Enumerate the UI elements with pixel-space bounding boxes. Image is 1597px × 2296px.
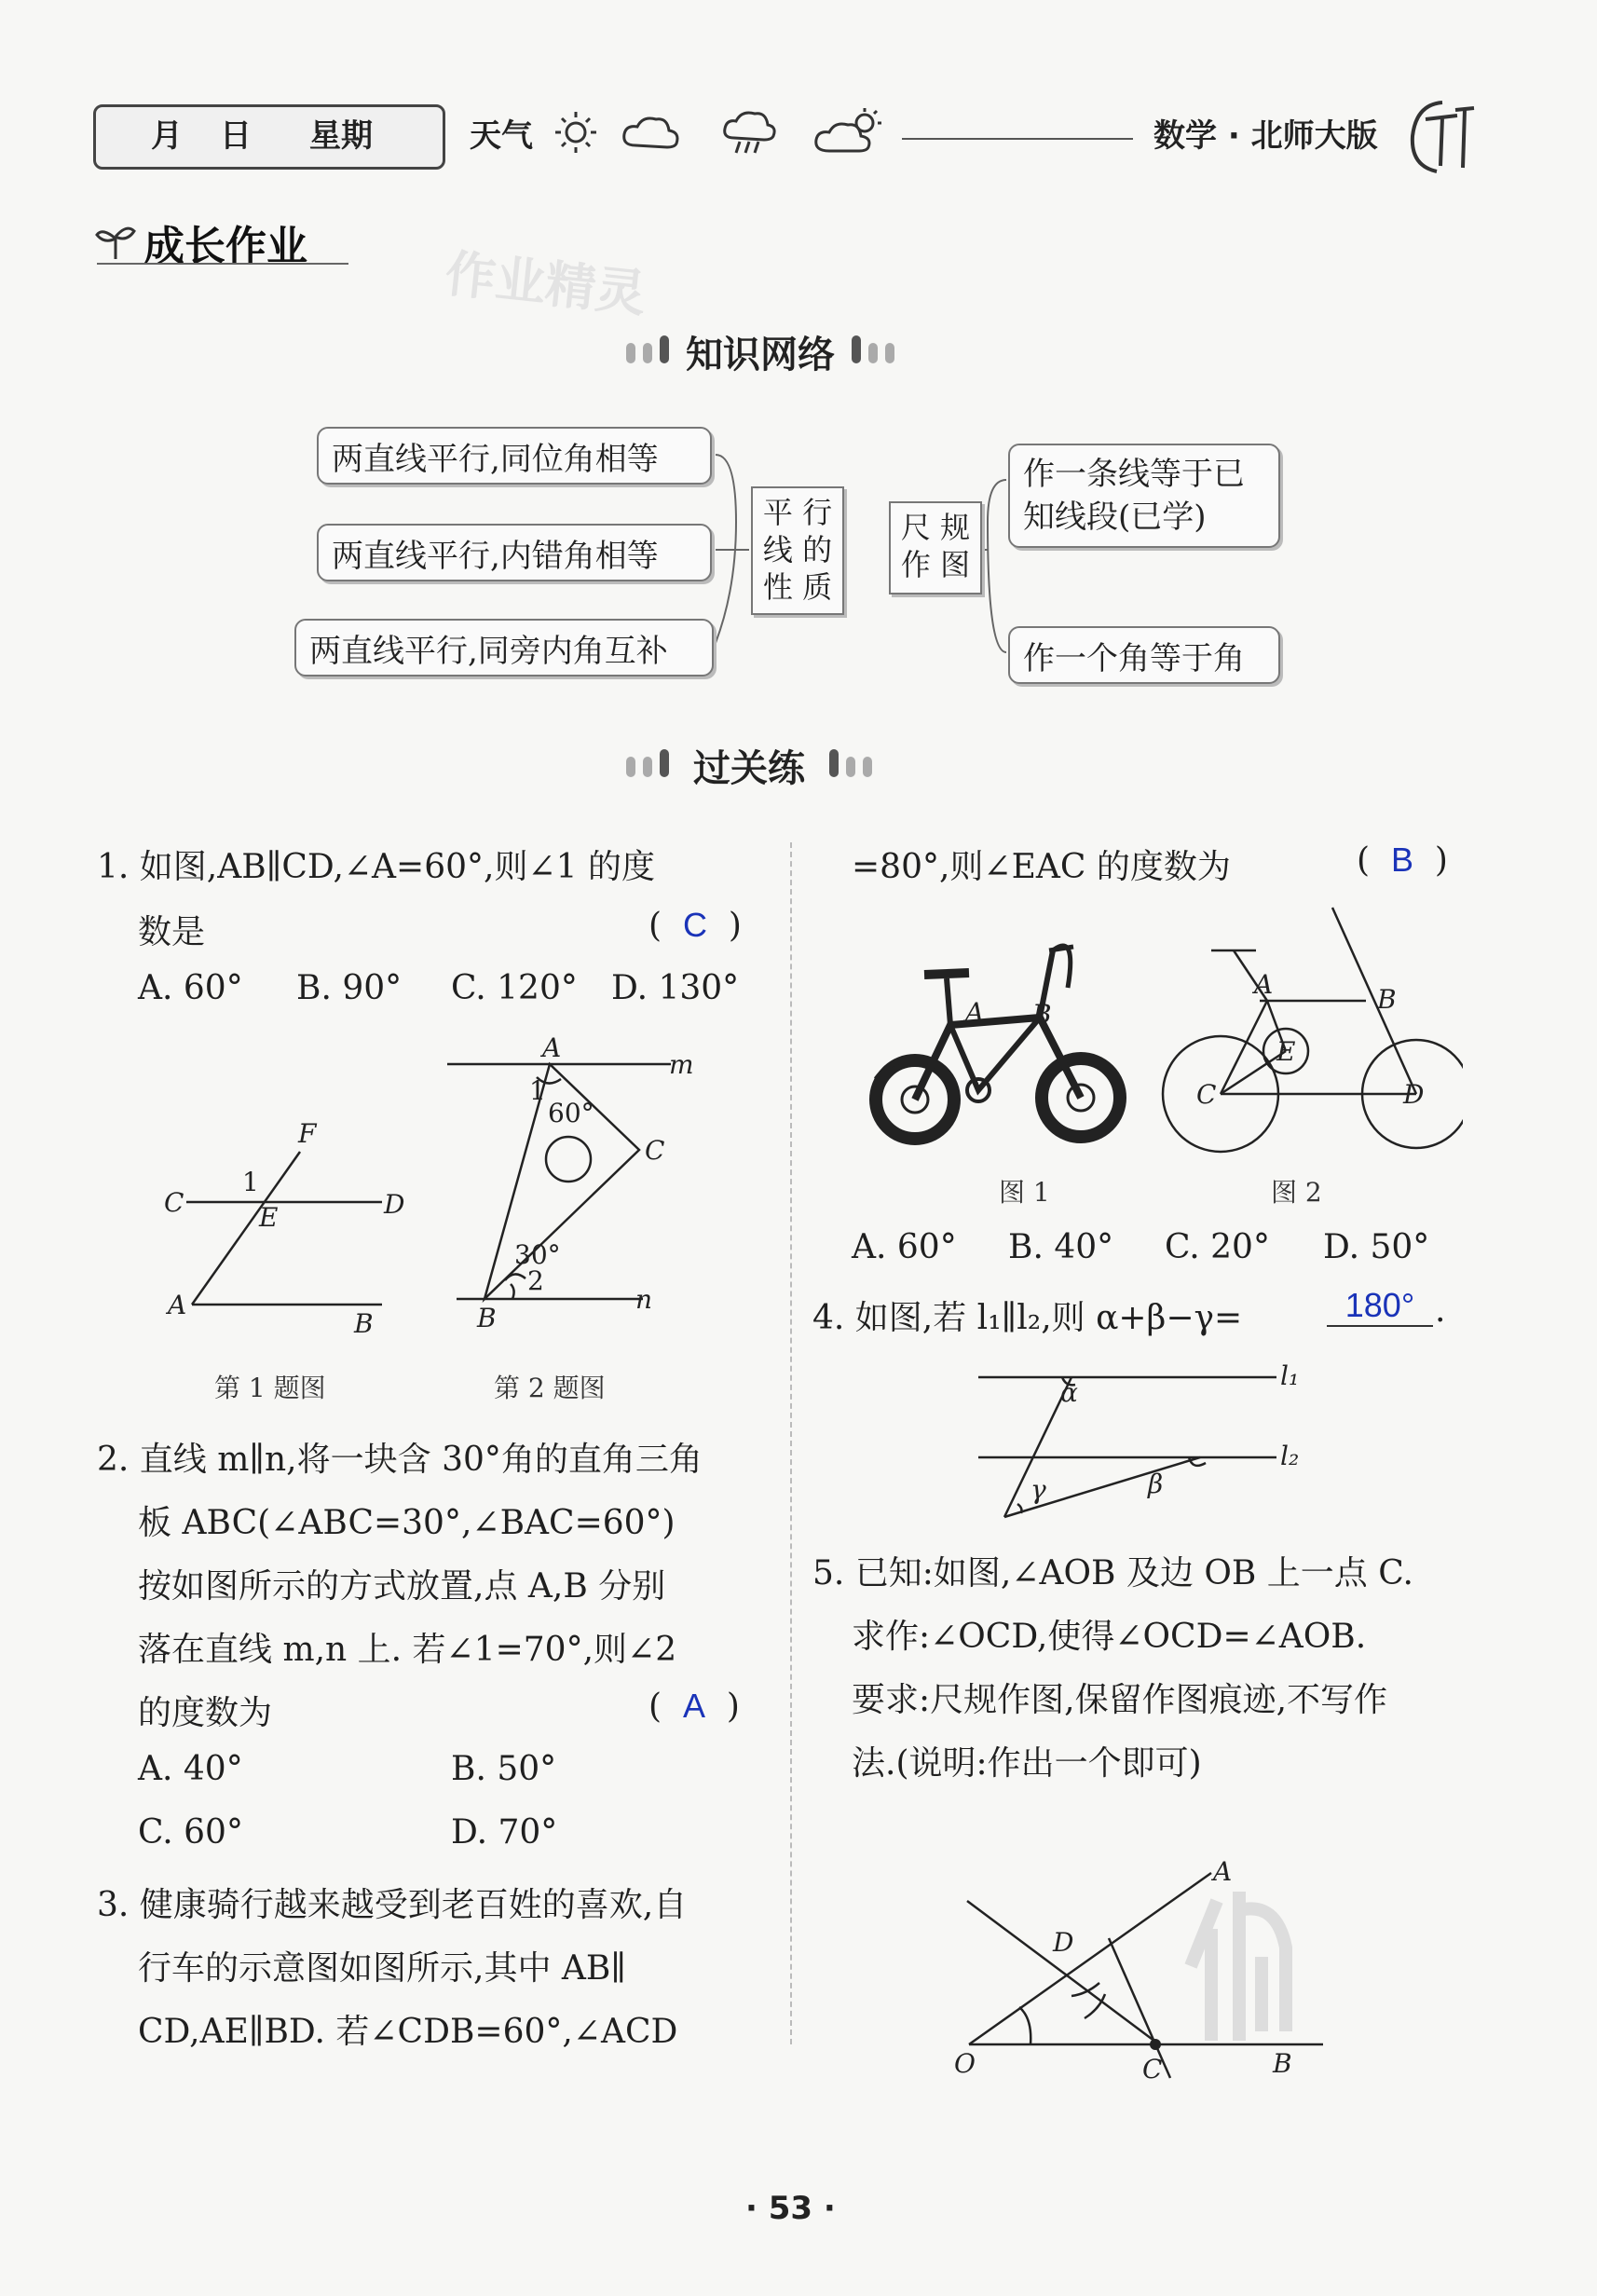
- q5-line: 求作:∠OCD,使得∠OCD=∠AOB.: [852, 1618, 1367, 1656]
- q1-option: A. 60°: [138, 969, 243, 1007]
- q1-label: F: [298, 1118, 317, 1149]
- q3-bicycle-photo: [857, 913, 1137, 1146]
- q1-line: 1. 如图,AB∥CD,∠A=60°,则∠1 的度: [97, 848, 655, 886]
- section-title: 成长作业: [143, 223, 307, 270]
- q1-line: 数是: [138, 913, 206, 951]
- q3-line: 行车的示意图如图所示,其中 AB∥: [138, 1949, 626, 1988]
- q3-option: D. 50°: [1323, 1228, 1430, 1266]
- month-label: 月: [151, 117, 183, 155]
- q1-caption: 第 1 题图: [214, 1373, 326, 1403]
- q2-label: n: [635, 1284, 653, 1315]
- q3-fig2-label: C: [1196, 1079, 1217, 1110]
- q3-option: A. 60°: [852, 1228, 957, 1266]
- q2-answer: A: [682, 1687, 705, 1725]
- page-number: · 53 ·: [745, 2190, 836, 2227]
- knowledge-title: 知识网络: [686, 333, 835, 376]
- q1-option: B. 90°: [296, 969, 403, 1007]
- q2-label: B: [477, 1303, 497, 1333]
- q1-option: C. 120°: [451, 969, 578, 1007]
- practice-title-bar: [622, 742, 876, 788]
- q4-end: .: [1435, 1292, 1446, 1330]
- subject-edition: 数学 · 北师大版: [1153, 117, 1378, 155]
- q4-label: β: [1148, 1469, 1164, 1499]
- q2-option: B. 50°: [451, 1750, 557, 1788]
- q1-label: 1: [242, 1167, 259, 1197]
- q2-answer-bracket: ( A ): [648, 1687, 740, 1726]
- q3-fig2-label: B: [1377, 984, 1397, 1015]
- q4-figure: [969, 1353, 1323, 1530]
- q3-line: =80°,则∠EAC 的度数为: [852, 848, 1231, 886]
- q3-fig1-caption: 图 1: [999, 1177, 1050, 1208]
- q1-answer: C: [682, 906, 707, 944]
- q5-label: C: [1142, 2054, 1163, 2084]
- q1-label: B: [354, 1308, 374, 1339]
- q1-figure: [149, 1109, 429, 1351]
- q3-fig2-label: A: [1254, 969, 1274, 1000]
- q5-line: 要求:尺规作图,保留作图痕迹,不写作: [852, 1681, 1388, 1719]
- q3-line: 3. 健康骑行越来越受到老百姓的喜欢,自: [97, 1886, 688, 1924]
- knowledge-left-item: 两直线平行,内错角相等: [317, 524, 712, 581]
- q2-line: 落在直线 m,n 上. 若∠1=70°,则∠2: [138, 1631, 677, 1669]
- q2-option: C. 60°: [138, 1813, 243, 1852]
- q2-label: 60°: [548, 1098, 594, 1128]
- q1-label: E: [259, 1202, 279, 1233]
- q2-label: m: [669, 1049, 694, 1080]
- q3-answer-bracket: ( B ): [1357, 840, 1448, 880]
- q4-text: 4. 如图,若 l₁∥l₂,则 α+β−γ=: [812, 1299, 1243, 1337]
- q3-fig2-label: D: [1403, 1079, 1425, 1110]
- q3-fig2-caption: 图 2: [1271, 1177, 1322, 1208]
- q1-answer-bracket: ( C ): [648, 906, 742, 945]
- weekday-label: 星期: [309, 117, 373, 155]
- q2-label: 2: [527, 1265, 544, 1296]
- q2-option: A. 40°: [138, 1750, 243, 1788]
- q4-answer: 180°: [1344, 1286, 1415, 1324]
- q2-label: 30°: [514, 1239, 561, 1270]
- practice-title: 过关练: [693, 746, 805, 790]
- knowledge-left-item: 两直线平行,同位角相等: [317, 427, 712, 485]
- q3-line: CD,AE∥BD. 若∠CDB=60°,∠ACD: [138, 2013, 678, 2051]
- knowledge-center-right: 尺 规 作 图: [889, 501, 982, 594]
- q5-line: 5. 已知:如图,∠AOB 及边 OB 上一点 C.: [812, 1554, 1413, 1592]
- knowledge-left-item: 两直线平行,同旁内角互补: [294, 619, 714, 676]
- knowledge-right-item: 作一条线等于已 知线段(已学): [1008, 444, 1280, 548]
- q2-label: C: [645, 1135, 665, 1166]
- q1-label: C: [164, 1187, 184, 1218]
- q3-fig1-label: B: [1032, 999, 1052, 1030]
- q5-label: A: [1213, 1856, 1233, 1887]
- q4-label: γ: [1031, 1474, 1046, 1505]
- q3-option: B. 40°: [1008, 1228, 1114, 1266]
- q3-option: C. 20°: [1165, 1228, 1270, 1266]
- q3-schematic: [1155, 904, 1463, 1155]
- q1-label: A: [168, 1290, 187, 1320]
- weather-label: 天气: [470, 117, 533, 155]
- q2-line: 板 ABC(∠ABC=30°,∠BAC=60°): [138, 1504, 676, 1542]
- knowledge-right-item: 作一个角等于角: [1008, 626, 1280, 684]
- q2-label: A: [542, 1036, 562, 1063]
- watermark: 作业精灵: [442, 243, 649, 324]
- q2-figure: [438, 1036, 717, 1344]
- q2-line: 按如图所示的方式放置,点 A,B 分别: [138, 1567, 666, 1606]
- q2-label: 1: [529, 1075, 546, 1106]
- day-label: 日: [220, 117, 252, 155]
- q3-fig1-label: A: [965, 997, 985, 1028]
- q5-label: B: [1273, 2048, 1292, 2079]
- q2-line: 的度数为: [138, 1694, 273, 1732]
- q1-option: D. 130°: [611, 969, 740, 1007]
- q5-line: 法.(说明:作出一个即可): [852, 1744, 1202, 1783]
- q4-label: l₁: [1280, 1360, 1300, 1391]
- q4-answer-blank: [1327, 1286, 1433, 1327]
- q2-option: D. 70°: [451, 1813, 558, 1852]
- q4-label: l₂: [1280, 1441, 1300, 1471]
- q3-answer: B: [1390, 840, 1413, 879]
- q2-caption: 第 2 题图: [494, 1373, 606, 1403]
- q4-label: α: [1060, 1377, 1078, 1408]
- q1-label: D: [384, 1189, 405, 1220]
- knowledge-connectors: [0, 0, 1597, 745]
- column-divider: [790, 842, 792, 2044]
- q3-fig2-label: E: [1276, 1036, 1296, 1067]
- q5-label: D: [1053, 1927, 1074, 1958]
- knowledge-center-left: 平 行 线 的 性 质: [751, 486, 844, 615]
- q2-line: 2. 直线 m∥n,将一块含 30°角的直角三角: [97, 1441, 703, 1479]
- q5-label: O: [954, 2048, 976, 2079]
- q5-figure: [941, 1845, 1351, 2087]
